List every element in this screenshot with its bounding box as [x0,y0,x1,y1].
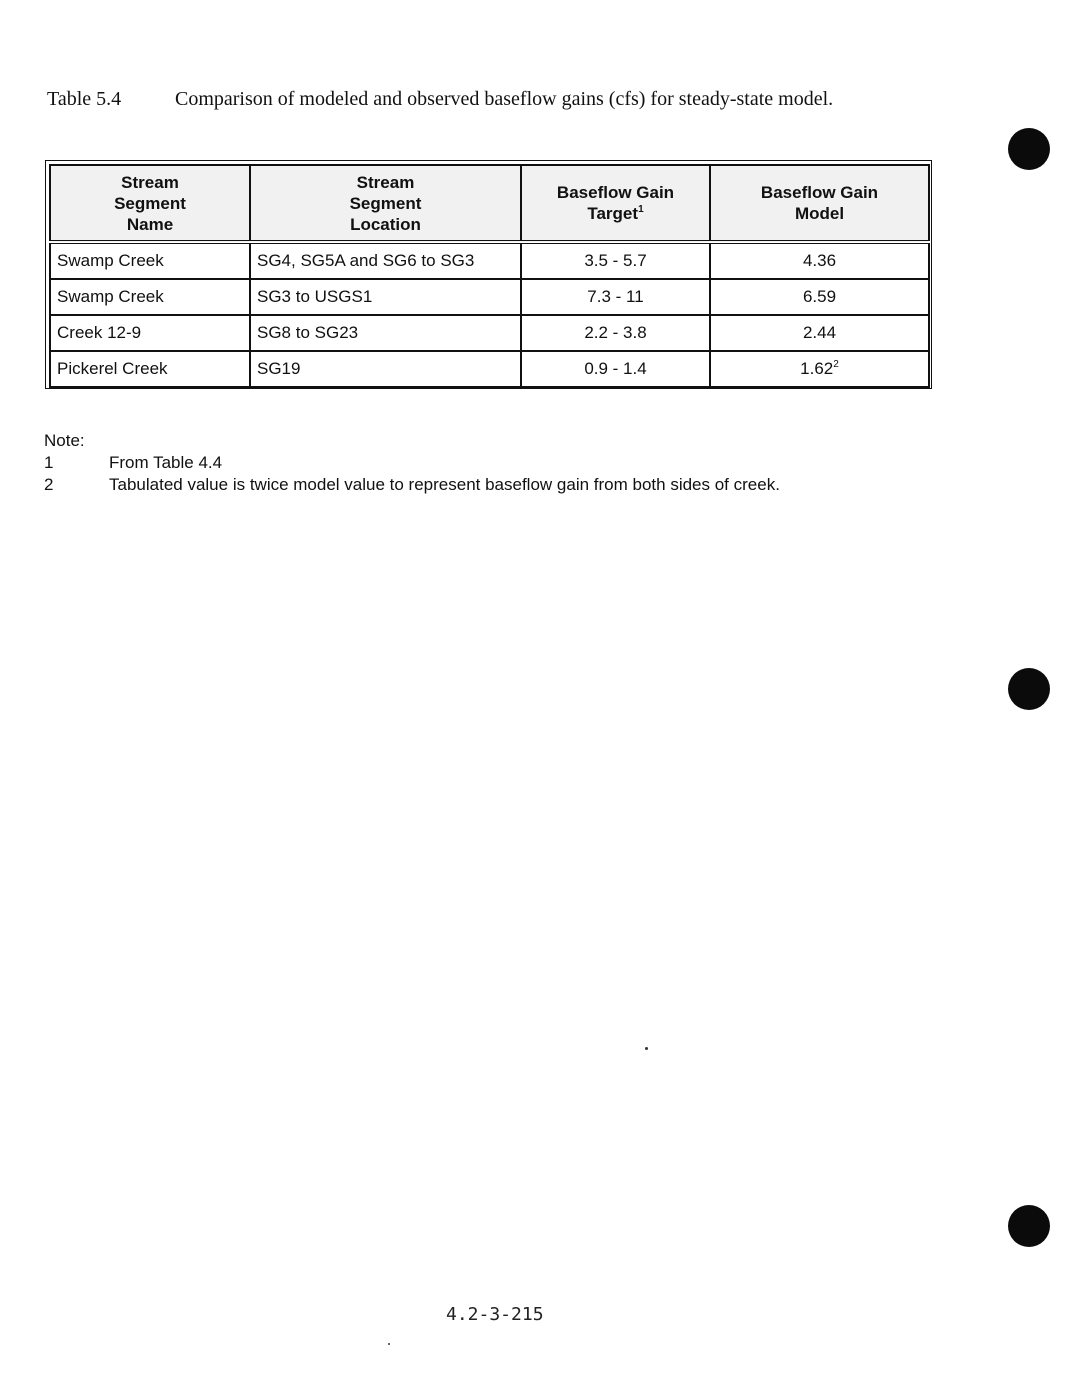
cell-gain-model [710,242,929,279]
table-row [50,279,929,315]
note-text: Tabulated value is twice model value to represent baseflow gain from both sides of creek. [109,475,780,494]
header-line: Model [794,204,845,223]
model-value: 4.36 [802,251,837,270]
header-line: Segment [114,193,186,213]
cell-gain-target: 2.2 - 3.8 [521,315,710,351]
table-notes [44,430,780,496]
table-row [50,315,929,351]
cell-segment-name: Swamp Creek [50,279,250,315]
punch-hole-mark [1008,668,1050,710]
cell-gain-model [710,351,929,387]
page-number: 4.2-3-215 [446,1304,544,1325]
header-line: Stream [356,172,415,192]
note-number: 2 [44,475,54,494]
table-caption [47,88,833,111]
model-value: 6.59 [802,287,837,306]
header-baseflow-gain-model [710,165,929,242]
cell-segment-name: Creek 12-9 [50,315,250,351]
note-number: 1 [44,453,54,472]
note-item [44,474,780,496]
table-header-row [50,165,929,242]
table-row [50,242,929,279]
cell-gain-model [710,315,929,351]
cell-segment-location: SG3 to USGS1 [250,279,521,315]
table-row [50,351,929,387]
cell-segment-location: SG19 [250,351,521,387]
footnote-marker: 2 [833,359,839,370]
model-value: 1.62 [800,359,834,378]
cell-gain-target: 0.9 - 1.4 [521,351,710,387]
scan-speck [388,1343,390,1345]
cell-segment-name: Swamp Creek [50,242,250,279]
note-item [44,452,780,474]
header-line-text: Target [587,204,639,223]
punch-hole-mark [1008,128,1050,170]
punch-hole-mark [1008,1205,1050,1247]
scan-speck [645,1047,648,1050]
header-line: Location [350,214,421,234]
header-stream-segment-name [50,165,250,242]
table-title: Comparison of modeled and observed baseflow gains (cfs) for steady-state model. [175,88,834,110]
notes-heading: Note: [44,431,85,450]
header-line: Stream [121,172,179,192]
header-line: Baseflow Gain [760,183,879,202]
header-line [528,203,703,224]
cell-segment-location: SG4, SG5A and SG6 to SG3 [250,242,521,279]
header-baseflow-gain-target [521,165,710,242]
header-line: Baseflow Gain [556,183,675,202]
model-value: 2.44 [802,323,837,342]
baseflow-table [49,164,930,388]
cell-segment-location: SG8 to SG23 [250,315,521,351]
footnote-marker: 1 [638,204,644,215]
note-text: From Table 4.4 [109,453,223,472]
baseflow-table-frame [45,160,932,389]
cell-gain-target: 7.3 - 11 [521,279,710,315]
cell-gain-model [710,279,929,315]
header-line: Name [126,214,174,234]
header-stream-segment-location [250,165,521,242]
cell-segment-name: Pickerel Creek [50,351,250,387]
cell-gain-target: 3.5 - 5.7 [521,242,710,279]
table-number: Table 5.4 [47,88,122,110]
header-line: Segment [349,193,422,213]
